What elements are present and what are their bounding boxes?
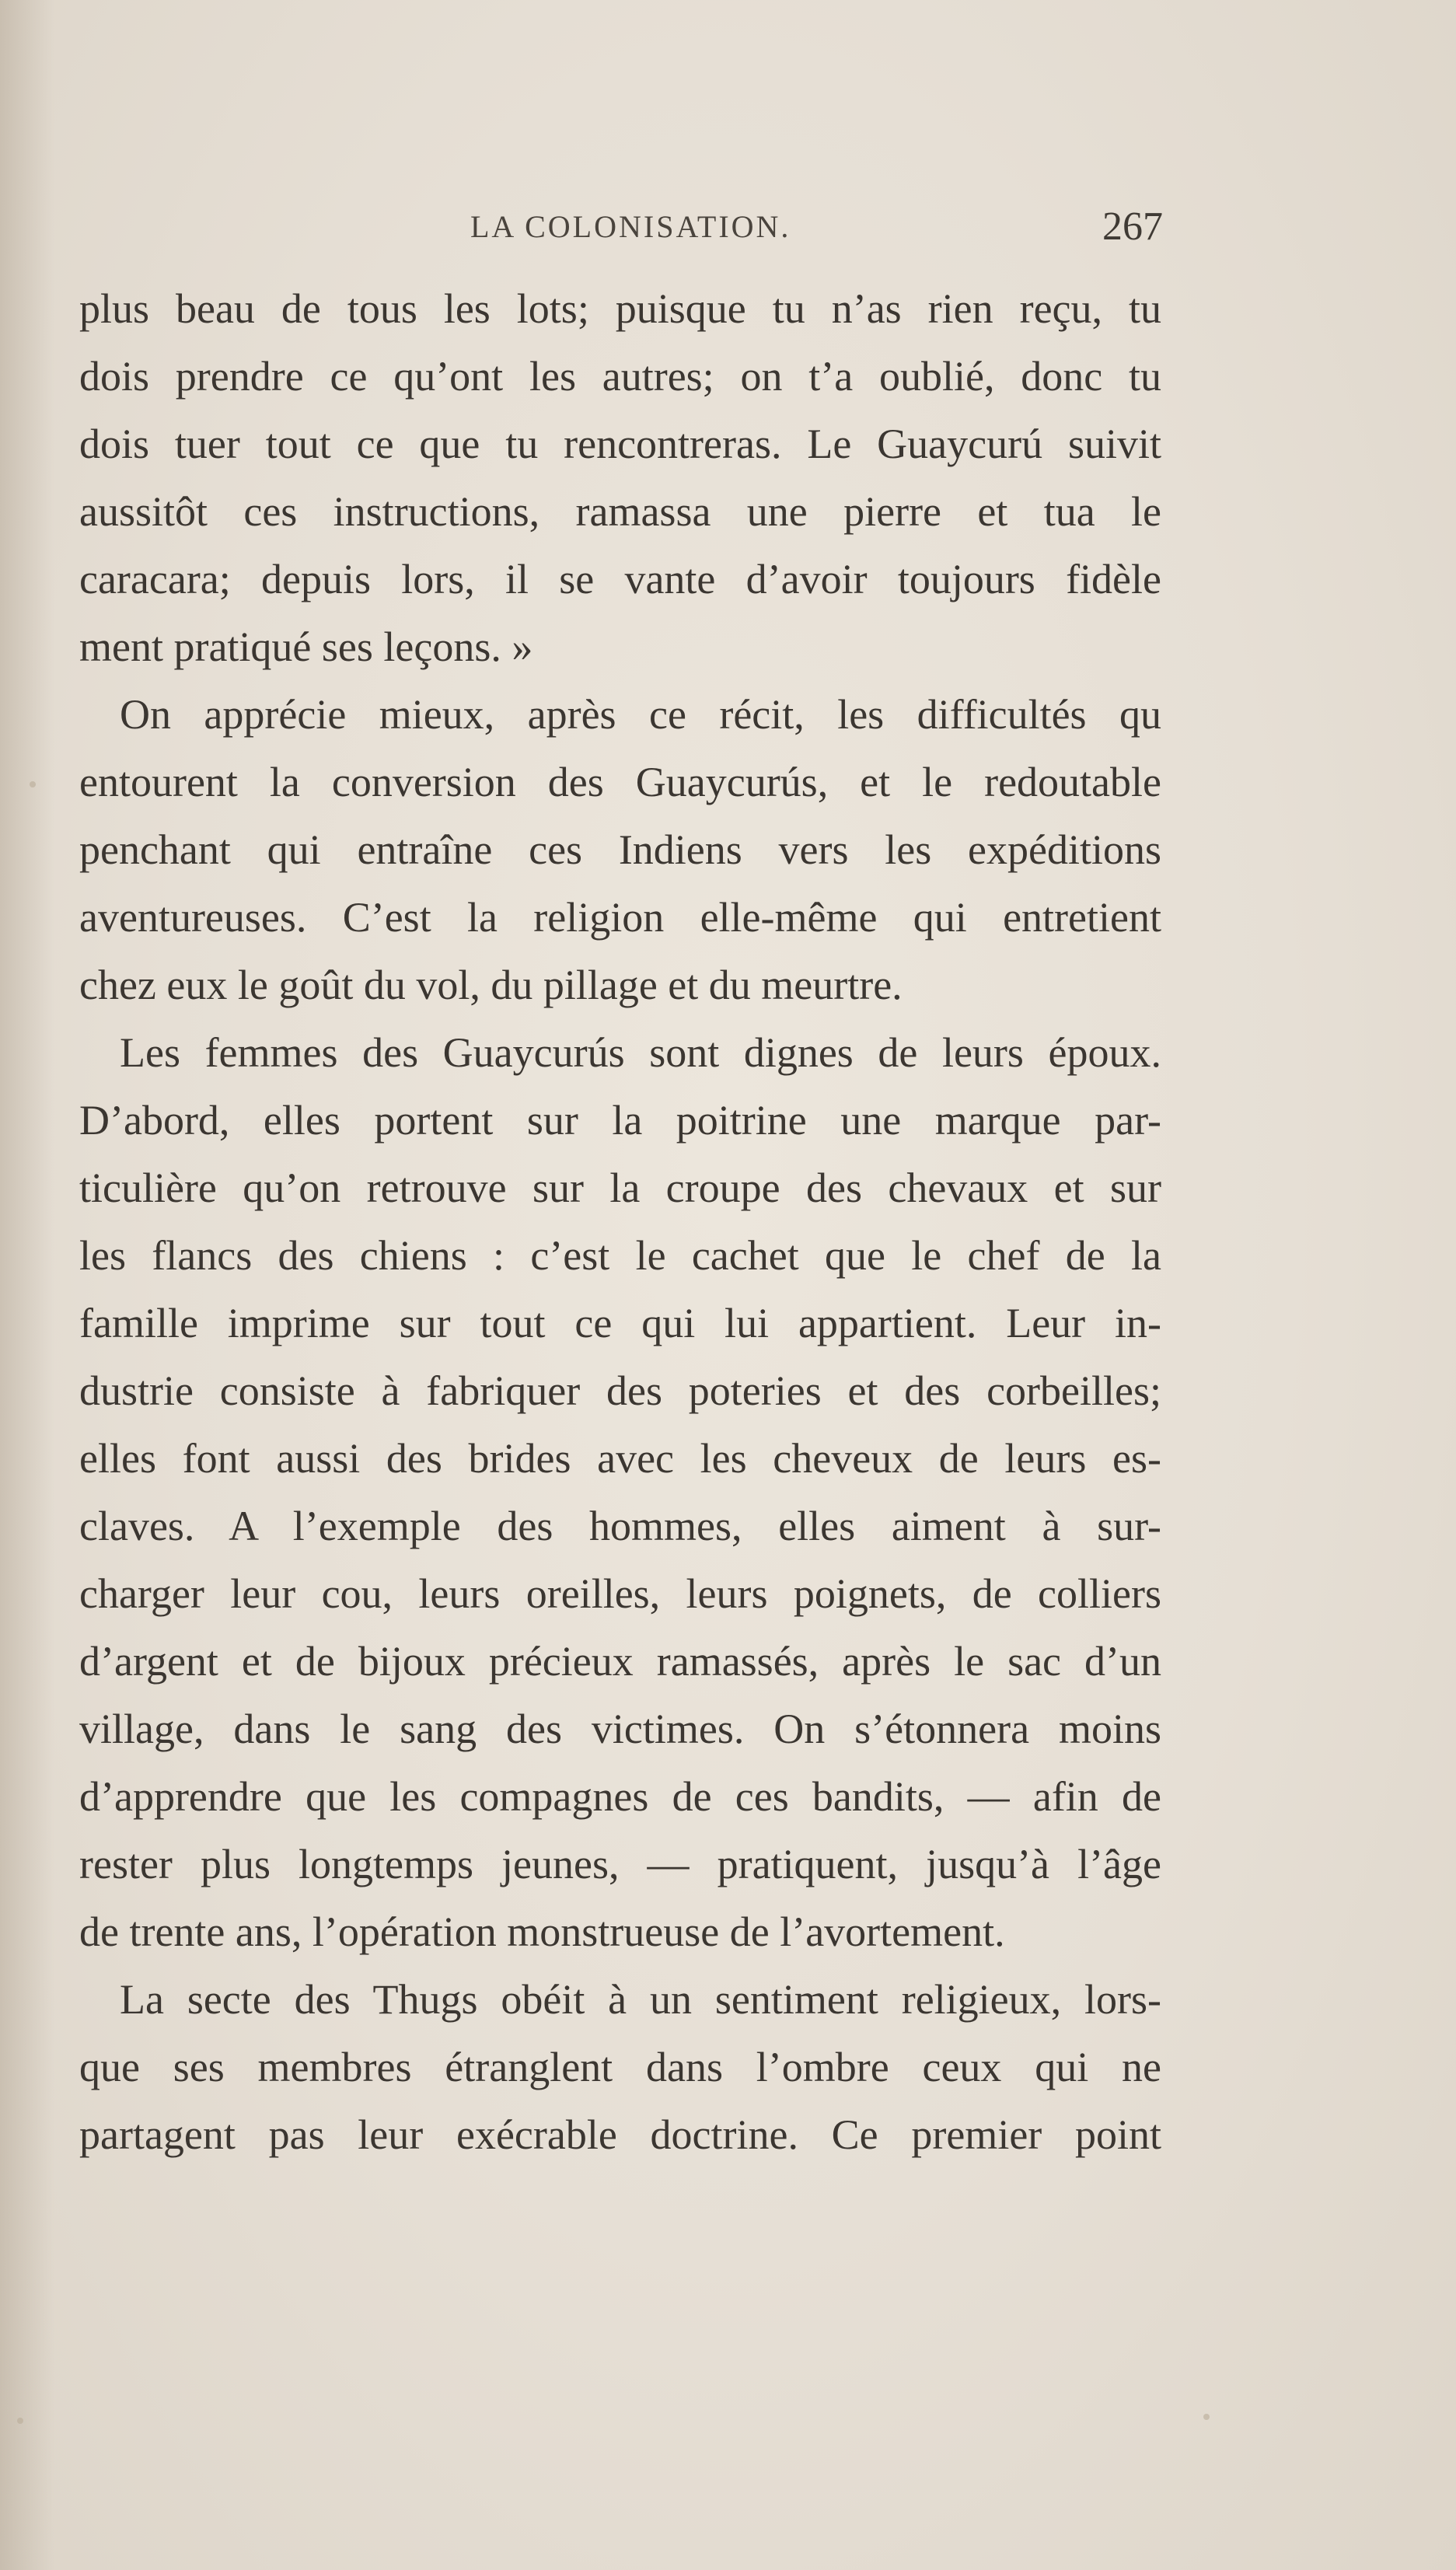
text-line: famille imprime sur tout ce qui lui appartient. Leur in- xyxy=(79,1300,1161,1346)
text-line: chez eux le goût du vol, du pillage et du meurtre. xyxy=(79,962,903,1008)
text-line: penchant qui entraîne ces Indiens vers les expéditions xyxy=(79,826,1161,873)
text-line: aventureuses. C’est la religion elle-même qui entretient xyxy=(79,894,1161,941)
text-line: d’argent et de bijoux précieux ramassés, après le sac d’un xyxy=(79,1638,1161,1685)
text-line: village, dans le sang des victimes. On s’étonnera moins xyxy=(79,1706,1161,1752)
paper-speck xyxy=(1203,2414,1210,2420)
running-title: LA COLONISATION. xyxy=(470,209,791,244)
paper-speck xyxy=(30,781,36,787)
paper-speck xyxy=(17,2418,23,2424)
running-head xyxy=(0,204,1456,263)
text-line: elles font aussi des brides avec les cheveux de leurs es- xyxy=(79,1435,1161,1482)
text-line: caracara; depuis lors, il se vante d’avoir toujours fidèle xyxy=(79,556,1161,602)
text-line: On apprécie mieux, après ce récit, les difficultés qu xyxy=(120,691,1161,738)
text-line: entourent la conversion des Guaycurús, et le redoutable xyxy=(79,759,1161,805)
text-line: plus beau de tous les lots; puisque tu n’as rien reçu, tu xyxy=(79,285,1161,332)
text-line: les flancs des chiens : c’est le cachet que le chef de la xyxy=(79,1232,1161,1279)
text-line: Les femmes des Guaycurús sont dignes de leurs époux. xyxy=(120,1029,1161,1076)
text-line: d’apprendre que les compagnes de ces bandits, — afin de xyxy=(79,1773,1161,1820)
text-line: partagent pas leur exécrable doctrine. Ce premier point xyxy=(79,2111,1161,2158)
text-line: dustrie consiste à fabriquer des poteries et des corbeilles; xyxy=(79,1367,1161,1414)
page-edge-shadow xyxy=(0,0,54,2570)
page-number: 267 xyxy=(1102,204,1163,249)
text-line: ment pratiqué ses leçons. » xyxy=(79,623,533,670)
body-text xyxy=(79,275,1161,2169)
text-line: charger leur cou, leurs oreilles, leurs poignets, de colliers xyxy=(79,1570,1161,1617)
text-line: dois prendre ce qu’ont les autres; on t’a oublié, donc tu xyxy=(79,353,1161,400)
text-line: dois tuer tout ce que tu rencontreras. Le Guaycurú suivit xyxy=(79,421,1161,467)
text-line: de trente ans, l’opération monstrueuse de l’avortement. xyxy=(79,1908,1005,1955)
text-line: claves. A l’exemple des hommes, elles aiment à sur- xyxy=(79,1503,1161,1549)
text-line: que ses membres étranglent dans l’ombre ceux qui ne xyxy=(79,2044,1161,2090)
text-line: ticulière qu’on retrouve sur la croupe des chevaux et sur xyxy=(79,1165,1161,1211)
text-line: aussitôt ces instructions, ramassa une pierre et tua le xyxy=(79,488,1161,535)
text-line: La secte des Thugs obéit à un sentiment religieux, lors- xyxy=(120,1976,1161,2023)
text-line: rester plus longtemps jeunes, — pratiquent, jusqu’à l’âge xyxy=(79,1841,1161,1887)
text-line: D’abord, elles portent sur la poitrine une marque par- xyxy=(79,1097,1161,1144)
